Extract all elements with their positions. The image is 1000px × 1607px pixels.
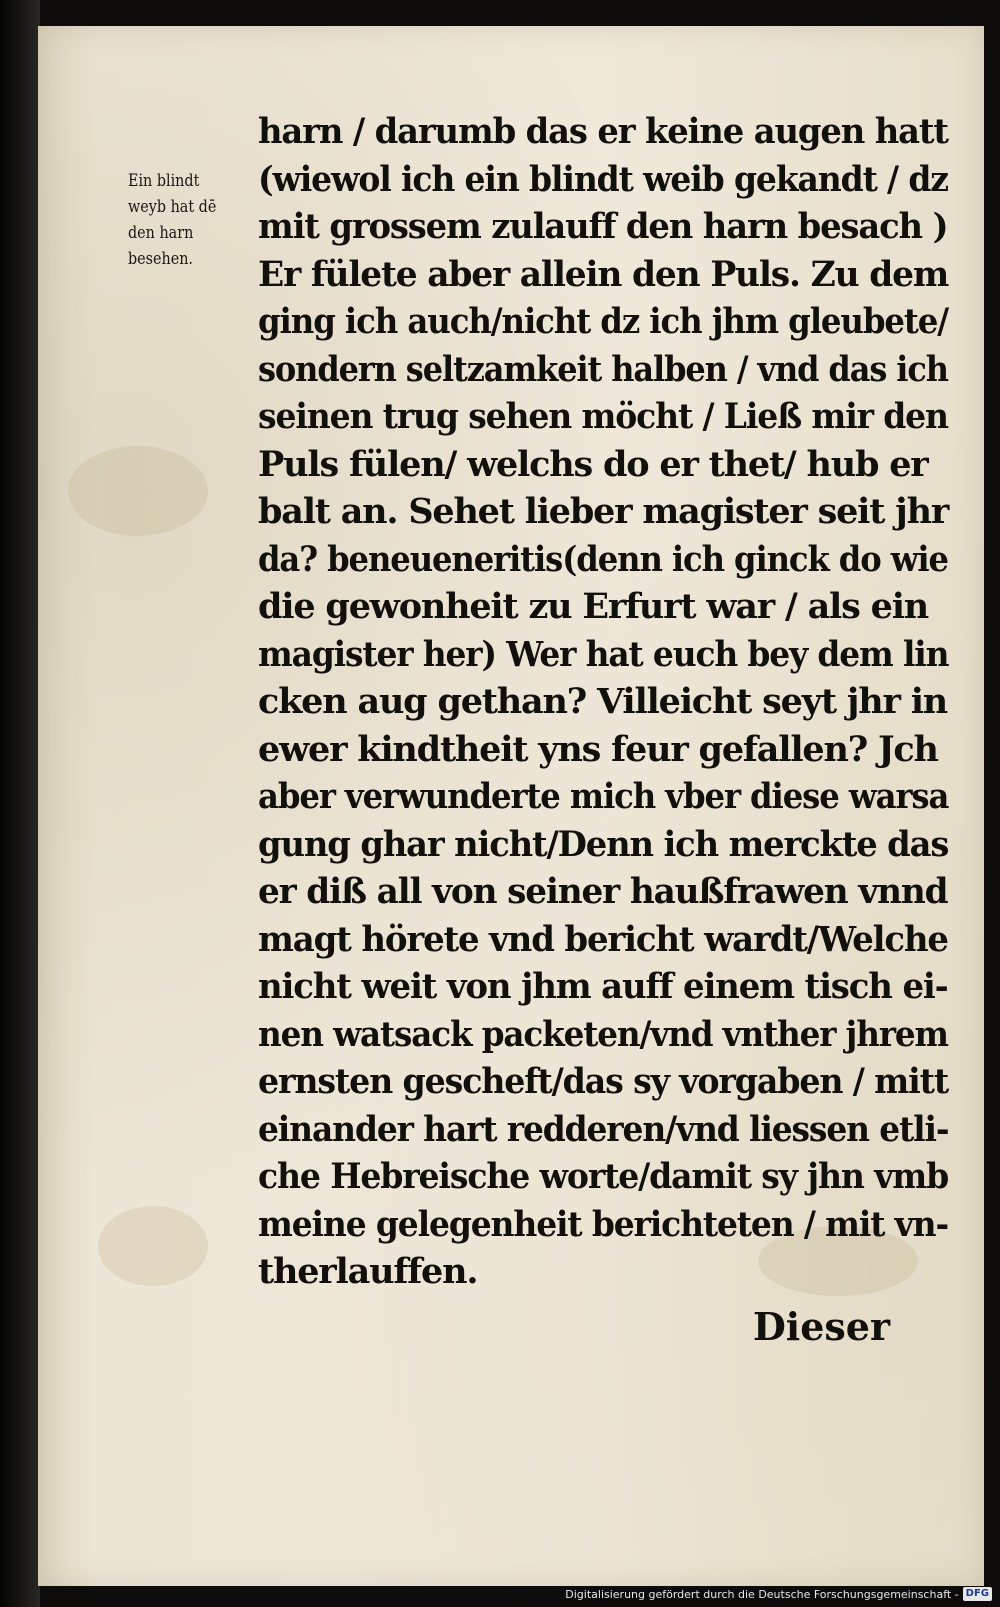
text-line: da? beneueneritis(denn ich ginck do wie [258, 538, 948, 580]
text-line: ging ich auch/nicht dz ich jhm gleubete/ [258, 301, 949, 342]
book-spine-edge [0, 0, 40, 1607]
text-line: sondern seltzamkeit halben / vnd das ich [258, 348, 948, 390]
text-line: seinen trug sehen möcht / Ließ mir den [258, 396, 948, 437]
text-line: balt an. Sehet lieber magister seit jhr [258, 491, 949, 532]
marginal-note-line: den harn [128, 223, 194, 243]
text-line: er diß all von seiner haußfrawen vnnd [258, 871, 948, 912]
text-line: einander hart redderen/vnd liessen etli- [258, 1108, 949, 1150]
marginal-note-line: weyb hat dē [128, 197, 217, 217]
catchword: Dieser [752, 1304, 890, 1349]
text-line: Puls fülen/ welchs do er thet/ hub er [258, 443, 928, 485]
text-line: ewer kindtheit yns feur gefallen? Jch [258, 728, 938, 770]
text-line: therlauffen. [258, 1251, 478, 1292]
text-line: aber verwunderte mich vber diese warsa [258, 776, 949, 817]
text-line: (wiewol ich ein blindt weib gekandt / dz [258, 158, 948, 200]
paper-stain [68, 446, 208, 536]
text-line: harn / darumb das er keine augen hatt [258, 111, 948, 152]
paper-stain [98, 1206, 208, 1286]
text-line: che Hebreische worte/damit sy jhn vmb [258, 1156, 949, 1197]
dfg-logo: DFG [963, 1587, 992, 1601]
text-line: mit grossem zulauff den harn besach ) [258, 206, 948, 247]
text-line: magt hörete vnd bericht wardt/Welche [258, 918, 948, 960]
text-line: die gewonheit zu Erfurt war / als ein [258, 586, 929, 627]
text-line: Er fülete aber allein den Puls. Zu dem [258, 253, 949, 295]
marginal-note [128, 168, 268, 272]
digitization-credit [565, 1585, 992, 1603]
text-line: ernsten gescheft/das sy vorgaben / mitt [258, 1061, 949, 1102]
main-text-block [258, 108, 948, 1296]
marginal-note-line: besehen. [128, 249, 193, 269]
text-line: nicht weit von jhm auff einem tisch ei- [258, 966, 948, 1007]
text-line: nen watsack packeten/vnd vnther jhrem [258, 1013, 948, 1055]
marginal-note-line: Ein blindt [128, 171, 200, 191]
text-line: magister her) Wer hat euch bey dem lin [258, 633, 949, 675]
credit-text: Digitalisierung gefördert durch die Deutsche Forschungsgemeinschaft - [565, 1587, 959, 1601]
text-line: meine gelegenheit berichteten / mit vn- [258, 1203, 948, 1245]
text-line: gung ghar nicht/Denn ich merckte das [258, 823, 949, 865]
text-line: cken aug gethan? Villeicht seyt jhr in [258, 681, 948, 722]
